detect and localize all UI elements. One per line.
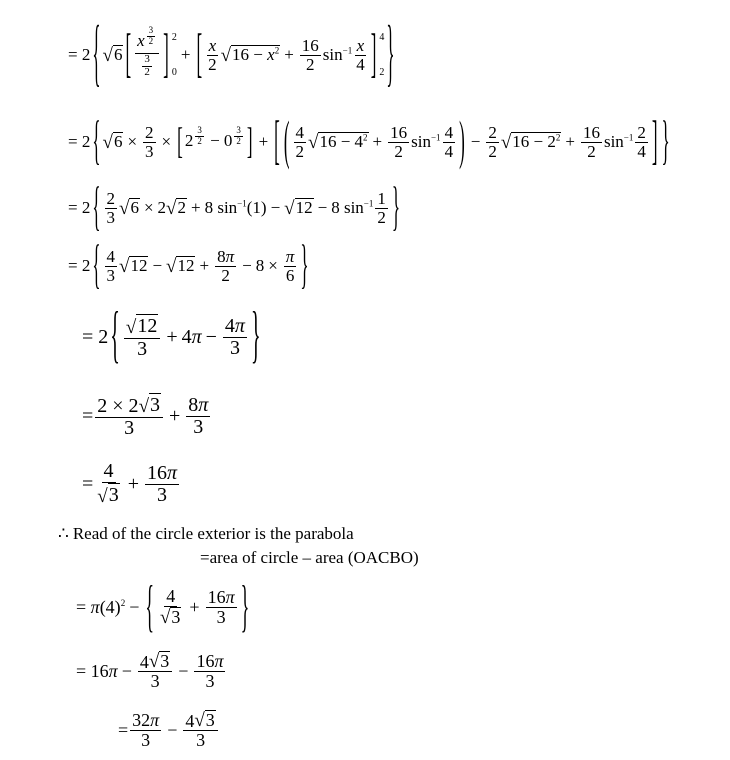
equation-line-4: = 2 { $\frac{4}{3}$ √ 12 − √ 12 + $\frac{8\pi}{2}$ − 8 × $\frac{\pi}{6}$ } bbox=[68, 234, 309, 295]
equation-line-1: = 2 { √ 6 [ x $^{\frac{3}{2}}$ $\frac{3}{2}$ ] 2 0 + [ $\frac{x}{2}$ √ $16 - x^2$ + $\frac{16}{2}$ $\sin^{-1}$ $\frac{x}{4}$ ] 4 2 } bbox=[68, 11, 395, 95]
equation-line-5: = 2 { √ 12 3 + 4π − $\frac{4\pi}{3}$ } bbox=[82, 300, 261, 371]
equation-line-8: = $\pi(4)^2$ − { 4 √ 3 + $\frac{16\pi}{3}$ } bbox=[76, 573, 250, 638]
equation-line-6: = 2 × 2 √ 3 3 + $\frac{8\pi}{3}$ bbox=[82, 393, 209, 439]
equation-line-9: = 16π − 4 √ 3 3 − $\frac{16\pi}{3}$ bbox=[76, 650, 224, 692]
conclusion-line-1 bbox=[58, 522, 354, 546]
equation-line-10: = $\frac{32\pi}{3}$ − 4 √ 3 3 bbox=[118, 702, 220, 758]
conclusion-line-2 bbox=[200, 546, 419, 570]
equation-line-7: = 4 √ 3 + $\frac{16\pi}{3}$ bbox=[82, 460, 178, 507]
conclusion-text-1: Read of the circle exterior is the parabola bbox=[72, 524, 354, 543]
equation-line-2: = 2 { √ 6 × $\frac{2}{3}$ × [ 2 $^{\frac{3}{2}}$ − 0 $^{\frac{3}{2}}$ ] + [ ( $\frac{4}{2}$ √ $16 - 4^2$ + $\frac{16}{2}$ $\sin^{-1}$ $\frac{4}{4}$ ) − $\frac{2}{2}$ √ $16 - 2^2$ + $\frac{16}{2}$ $\sin^{-1}$ $\frac{2}{4}$ ] } bbox=[68, 110, 670, 171]
therefore-symbol: ∴ bbox=[58, 524, 69, 543]
conclusion-text-2: =area of circle – area (OACBO) bbox=[200, 548, 419, 567]
equation-line-3: = 2 { $\frac{2}{3}$ √ 6 × 2 √ 2 + 8 $\sin^{-1}(1)$ − √ 12 − 8 $\sin^{-1}$ $\frac{1}{2}$ } bbox=[68, 176, 401, 237]
